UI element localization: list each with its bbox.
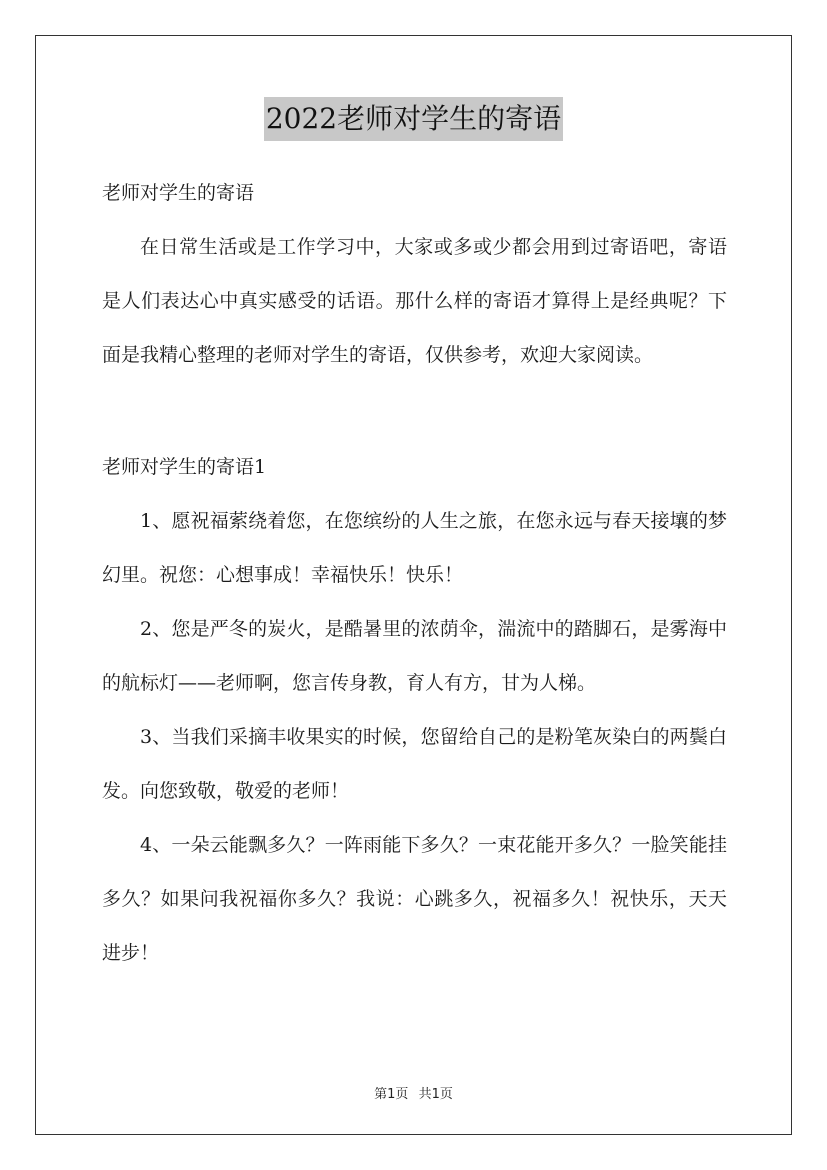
list-item: 1、愿祝福萦绕着您，在您缤纷的人生之旅，在您永远与春天接壤的梦幻里。祝您：心想事成！幸福快乐！快乐！ [102,510,727,586]
intro-heading: 老师对学生的寄语 [102,182,255,204]
spacer [102,382,727,444]
document-body [102,170,727,980]
page-number: 第1页 [374,1087,409,1102]
total-pages: 共1页 [418,1087,453,1102]
title-container [0,97,827,141]
list-item: 3、当我们采摘丰收果实的时候，您留给自己的是粉笔灰染白的两鬓白发。向您致敬，敬爱的老师！ [102,726,727,802]
section-heading: 老师对学生的寄语1 [102,456,267,478]
document-title: 2022老师对学生的寄语 [264,97,563,141]
list-item: 2、您是严冬的炭火，是酷暑里的浓荫伞，湍流中的踏脚石，是雾海中的航标灯——老师啊，您言传身教，育人有方，甘为人梯。 [102,618,727,694]
list-item: 4、一朵云能飘多久？一阵雨能下多久？一束花能开多久？一脸笑能挂多久？如果问我祝福你多久？我说：心跳多久，祝福多久！祝快乐，天天进步！ [102,834,727,964]
intro-paragraph: 在日常生活或是工作学习中，大家或多或少都会用到过寄语吧，寄语是人们表达心中真实感受的话语。那什么样的寄语才算得上是经典呢？下面是我精心整理的老师对学生的寄语，仅供参考，欢迎大家阅读。 [102,236,727,366]
page-footer [0,1083,827,1102]
